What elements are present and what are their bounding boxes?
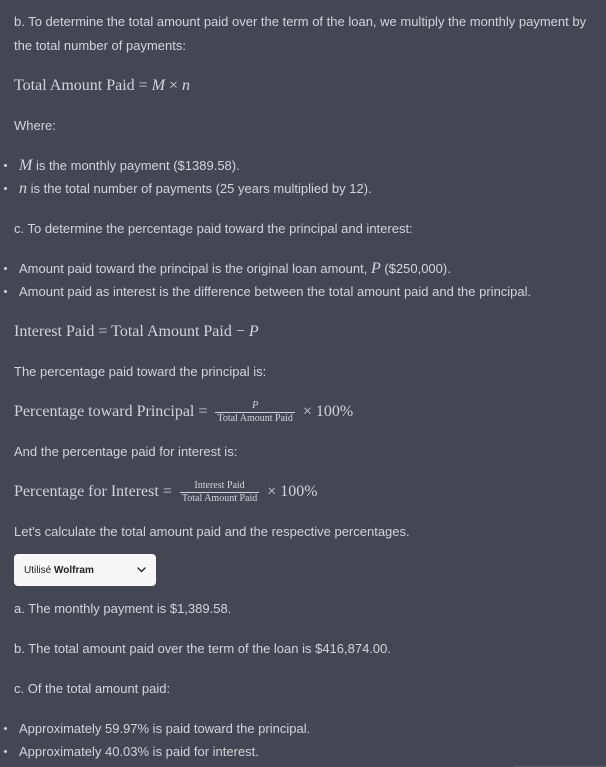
bullet-dot (4, 267, 7, 270)
eq2-minus: − (235, 323, 245, 340)
eq1-times: × (169, 77, 179, 94)
bullet-text: Amount paid as interest is the difference between the total amount paid and the principal. (19, 284, 532, 299)
eq1-n: n (182, 77, 191, 94)
bullet-dot (4, 750, 7, 753)
bullet-text-pre: Amount paid toward the principal is the original loan amount, (19, 261, 371, 276)
eq2-equals: = (98, 323, 108, 340)
eq4-denominator: Total Amount Paid (181, 492, 258, 504)
paragraph-b-intro: b. To determine the total amount paid over the term of the loan, we multiply the monthly payment by the total number of payments: (14, 14, 587, 53)
list-item (14, 259, 451, 279)
var-m: M (19, 157, 33, 174)
eq1-lhs: Total Amount Paid (14, 77, 135, 94)
eq3-lhs: Percentage toward Principal (14, 403, 195, 420)
eq2-lhs: Interest Paid (14, 323, 95, 340)
bullet-text-post: ($250,000). (380, 261, 451, 276)
eq4-times: × (267, 483, 277, 500)
bullet-text: Approximately 59.97% is paid toward the principal. (19, 721, 311, 736)
eq3-numerator: P (252, 399, 259, 411)
list-item (14, 179, 372, 199)
list-item (14, 282, 531, 302)
eq3-times: × (302, 403, 312, 420)
plugin-label (24, 565, 136, 576)
eq2-rhs: Total Amount Paid (111, 323, 232, 340)
equation-percentage-interest (14, 480, 318, 504)
bullet-text: is the monthly payment ($1389.58). (32, 158, 240, 173)
list-item (14, 156, 240, 176)
bullet-dot (4, 187, 7, 190)
paragraph-c-intro: c. To determine the percentage paid toward the principal and interest: (14, 221, 413, 236)
principal-intro: The percentage paid toward the principal is: (14, 364, 267, 379)
equation-total-amount (14, 74, 190, 98)
eq4-numerator: Interest Paid (194, 479, 245, 491)
eq4-fraction (180, 481, 259, 504)
equation-interest-paid (14, 320, 259, 344)
chevron-down-icon (136, 565, 146, 575)
assistant-message (14, 0, 598, 767)
plugin-prefix: Utilisé (24, 564, 55, 576)
bullet-text: is the total number of payments (25 years multiplied by 12). (27, 181, 372, 196)
plugin-name: Wolfram (54, 564, 94, 576)
eq3-equals: = (198, 403, 208, 420)
plugin-wolfram-toggle[interactable] (14, 554, 156, 586)
var-n: n (19, 180, 27, 197)
var-p: P (370, 260, 381, 277)
result-b: b. The total amount paid over the term of the loan is $416,874.00. (14, 641, 392, 656)
list-item (14, 742, 259, 762)
result-c: c. Of the total amount paid: (14, 681, 171, 696)
eq3-fraction (215, 401, 294, 424)
bullet-dot (4, 164, 7, 167)
result-a: a. The monthly payment is $1,389.58. (14, 601, 232, 616)
list-item (14, 719, 310, 739)
eq3-pct: 100% (315, 403, 354, 420)
bullet-dot (4, 290, 7, 293)
bullet-dot (4, 727, 7, 730)
equation-percentage-principal (14, 400, 353, 424)
eq4-pct: 100% (280, 483, 318, 500)
interest-intro: And the percentage paid for interest is: (14, 444, 238, 459)
eq4-lhs: Percentage for Interest (14, 483, 159, 500)
eq3-denominator: Total Amount Paid (217, 412, 293, 424)
eq1-equals: = (138, 77, 148, 94)
where-label: Where: (14, 118, 56, 133)
eq2-p: P (248, 323, 259, 340)
eq4-equals: = (162, 483, 172, 500)
calc-intro: Let's calculate the total amount paid and the respective percentages. (14, 524, 410, 539)
eq1-m: M (151, 77, 166, 94)
bullet-text: Approximately 40.03% is paid for interest. (19, 744, 259, 759)
